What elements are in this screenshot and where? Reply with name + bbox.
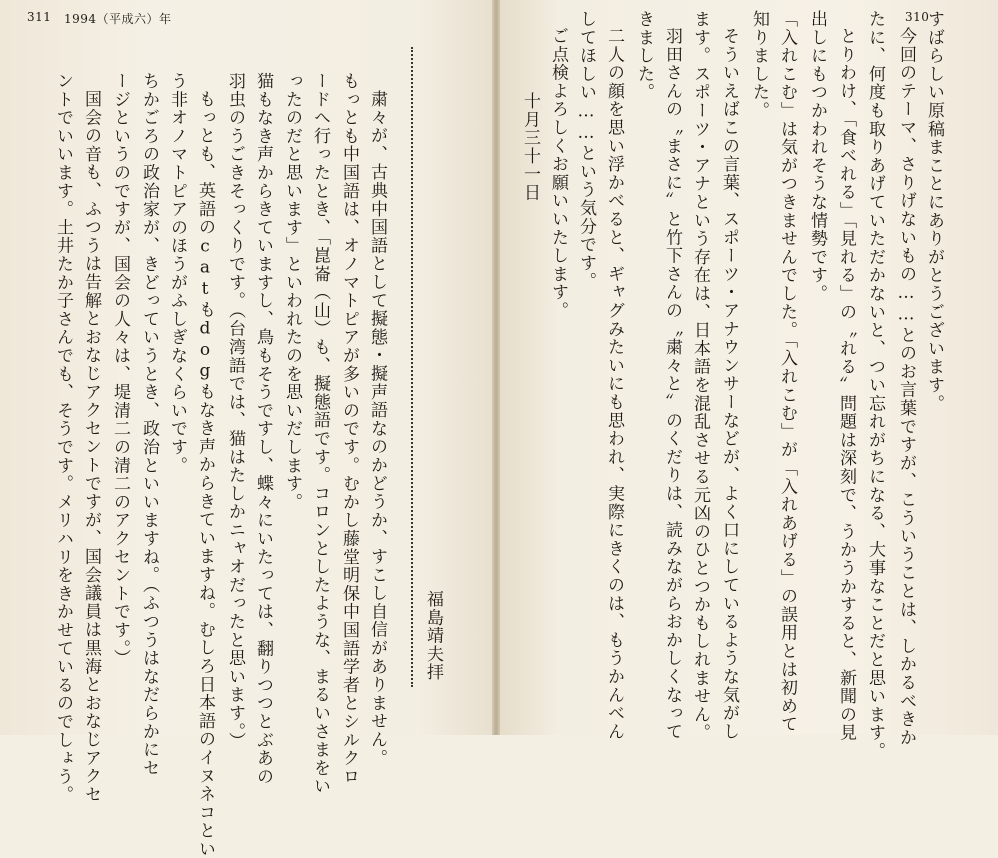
right-page-number: 310 bbox=[905, 10, 930, 24]
signature: 福島靖夫拝 bbox=[423, 590, 443, 682]
text-column: 羽田さんの〝まさに〟と竹下さんの〝粛々と〟のくだりは、読みながらおかしくなって bbox=[662, 27, 682, 741]
text-column: 出しにもつかわれそうな情勢です。 bbox=[807, 10, 827, 303]
book-gutter bbox=[492, 0, 500, 735]
text-column: ったのだと思います」といわれたのを思いだします。 bbox=[282, 72, 302, 512]
text-column: きました。 bbox=[634, 10, 654, 102]
left-page-number: 311 bbox=[27, 10, 52, 24]
text-column: 今回のテーマ、さりげないもの……とのお言葉ですが、こういうことは、しかるべきか bbox=[896, 27, 916, 747]
text-column: ントでいいます。土井たか子さんでも、そうです。メリハリをきかせているのでしょう。 bbox=[53, 72, 73, 804]
left-page bbox=[0, 0, 492, 858]
text-column: 二人の顔を思い浮かべると、ギャグみたいにも思われ、実際にきくのは、もうかんべん bbox=[604, 27, 624, 741]
text-column: ードへ行ったとき、「崑崙（山）も、擬態語です。コロンとしたような、まるいさまをい bbox=[310, 72, 330, 796]
text-column: 「入れこむ」は気がつきませんでした。「入れこむ」が「入れあげる」の誤用とは初めて bbox=[777, 10, 797, 734]
text-column: ます。スポーツ・アナという存在は、日本語を混乱させる元凶のひとつかもしれません。 bbox=[690, 10, 710, 742]
text-column: 猫もなき声からきていますし、鳥もそうですし、蝶々にいたっては、翻りつつとぶあの bbox=[253, 72, 273, 786]
text-column: ご点検よろしくお願いいたします。 bbox=[548, 27, 568, 320]
text-column: 知りました。 bbox=[749, 10, 769, 120]
running-header-year: 1994（平成六）年 bbox=[64, 12, 172, 26]
text-column: もっとも中国語は、オノマトピアが多いのです。むかし藤堂明保中国語学者とシルクロ bbox=[339, 72, 359, 786]
text-column: してほしい……という気分です。 bbox=[576, 10, 596, 291]
text-column: 粛々が、古典中国語として擬態・擬声語なのかどうか、すこし自信がありません。 bbox=[367, 90, 387, 768]
text-column: 国会の音も、ふつうは告解とおなじアクセントですが、国会議員は黒海とおなじアクセ bbox=[81, 90, 101, 804]
date-line: 十月三十一日 bbox=[520, 92, 540, 202]
text-column: う非オノマトピアのほうがふしぎなくらいです。 bbox=[167, 72, 187, 475]
text-column: 羽虫のうごきそっくりです。（台湾語では、猫はたしかニャオだったと思います。） bbox=[225, 72, 245, 751]
text-column: とりわけ、「食べれる」「見れる」の〝れる〟問題は深刻で、うかうかすると、新聞の見 bbox=[836, 27, 856, 742]
text-column: そういえばこの言葉、スポーツ・アナウンサーなどが、よく口にしているような気がし bbox=[719, 27, 739, 741]
dotted-separator bbox=[411, 47, 413, 687]
text-column: たに、何度も取りあげていただかないと、つい忘れがちになる、大事なことだと思います。 bbox=[865, 10, 885, 761]
text-column: ちかごろの政治家が、きどっていうとき、政治といいますね。（ふつうはなだらかにセ bbox=[139, 72, 159, 778]
text-column: ージというのですが、国会の人々は、堤清二の清二のアクセントです。） bbox=[110, 72, 130, 668]
text-column: すばらしい原稿まことにありがとうございます。 bbox=[924, 10, 944, 413]
text-column: もっとも、英語のcatもdogもなき声からきていますね。むしろ日本語のイヌネコとい bbox=[195, 90, 215, 858]
